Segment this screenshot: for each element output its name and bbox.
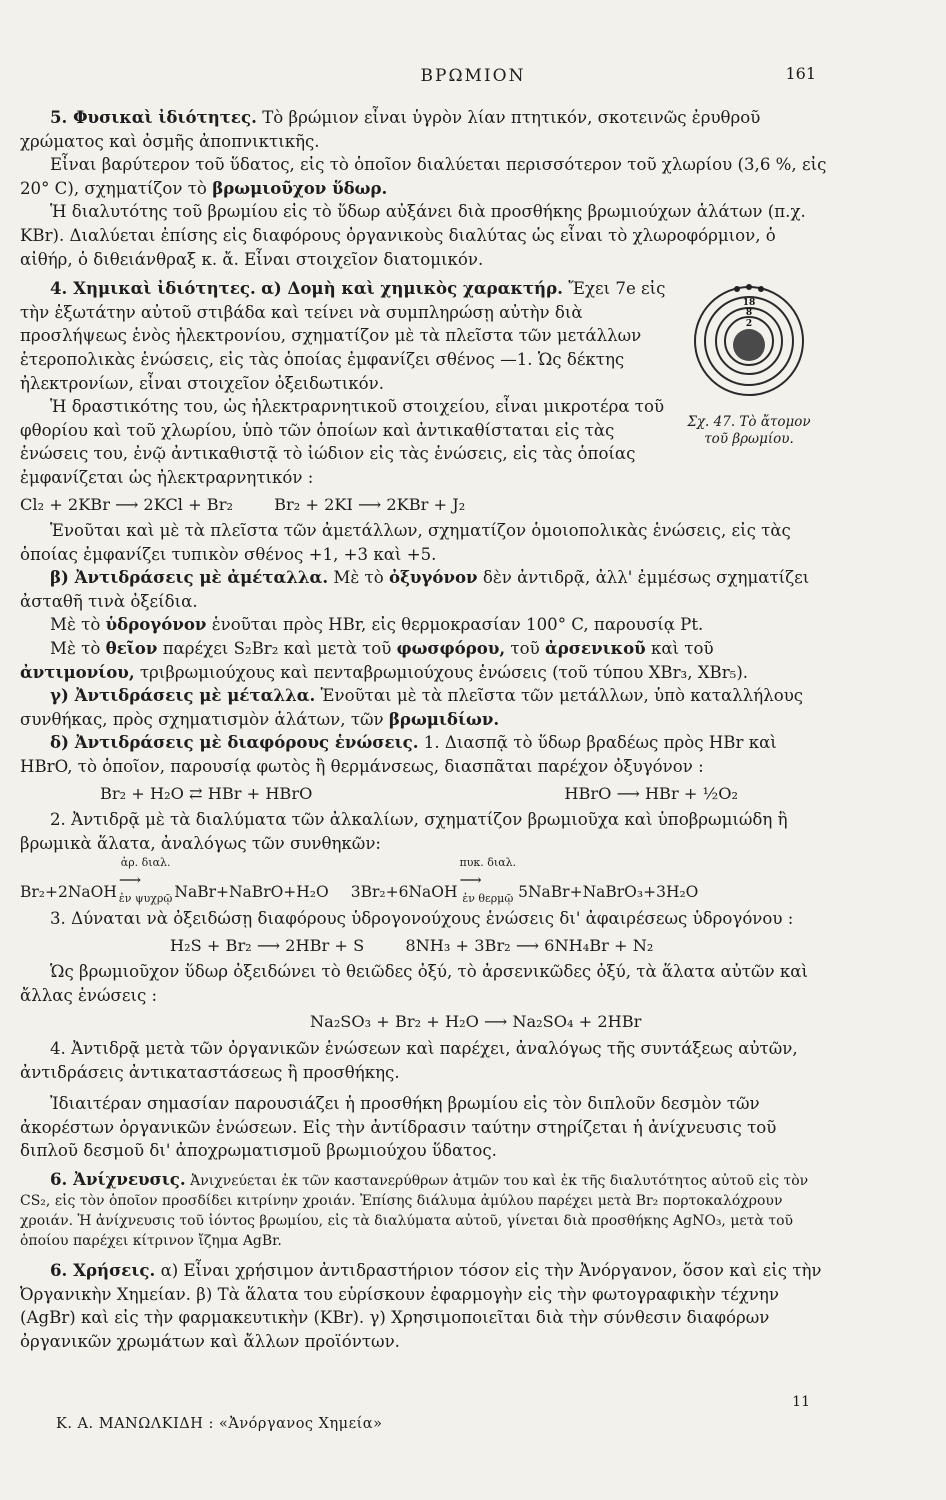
phosphorus-term: φωσφόρου, (396, 638, 506, 659)
hydrogen-paragraph (20, 613, 828, 637)
text: δὲν ἀντιδρᾷ, ἀλλ' ἐμμέσως σχηματίζει ἀσταθῆ τινὰ ὀξείδια. (20, 568, 810, 611)
running-header-title: ΒΡΩΜΙΟΝ (420, 66, 526, 86)
organic-paragraph: 4. Ἀντιδρᾷ μετὰ τῶν ὀργανικῶν ἑνώσεων καὶ παρέχει, ἀναλόγως τῆς συντάξεως αὐτῶν, ἀντιδράσεις ἀντικαταστάσεως ἢ προσθήκης. (20, 1038, 798, 1082)
reactions-nonmetals-heading: β) Ἀντιδράσεις μὲ ἀμέταλλα. (50, 567, 329, 588)
electron (746, 284, 752, 290)
equation-sulfite: Na₂SO₃ + Br₂ + H₂O ⟶ Na₂SO₄ + 2HBr (310, 1012, 642, 1032)
footer-author: Κ. Α. ΜΑΝΩΛΚΙΔΗ : «Ἀνόργανος Χημεία» (56, 1416, 383, 1432)
metals-paragraph (20, 684, 828, 731)
sulfur-phosphorus-paragraph (20, 637, 828, 684)
hydrogen-term: ὑδρογόνον (105, 614, 207, 635)
structure-text: Ἔχει 7e εἰς τὴν ἐξωτάτην αὐτοῦ στιβάδα καὶ τείνει νὰ συμπληρώσῃ αὐτὴν διὰ προσλήψεως ἑνὸς ἠλεκτρονίου, σχηματίζον μὲ τὰ πλεῖστα τῶν μετάλλων ἑτεροπολικὰς ἑνώσεις, εἰς τὰς ὁποίας ἐμφανίζει σθένος —1. Ὡς δέκτης ἠλεκτρονίων, εἶναι στοιχεῖον ὀξειδωτικόν. (20, 279, 666, 393)
double-bond-paragraph: Ἰδιαιτέραν σημασίαν παρουσιάζει ἡ προσθήκη βρωμίου εἰς τὸν διπλοῦν δεσμὸν τῶν ἀκορέστων ὀργανικῶν ἑνώσεων. Εἰς τὴν ἀντίδρασιν ταύτην στηρίζεται ἡ ἀνίχνευσις τοῦ διπλοῦ δεσμοῦ δι' ἀποχρωματισμοῦ βρωμιούχου ὕδατος. (20, 1094, 777, 1161)
detection-heading: 6. Ἀνίχνευσις. (50, 1168, 186, 1189)
reactivity-paragraph: Ἡ δραστικότης του, ὡς ἠλεκτραρνητικοῦ στοιχείου, εἶναι μικροτέρα τοῦ φθορίου καὶ τοῦ χλωρίου, ὑπὸ τῶν ὁποίων καὶ ἀντικαθίσταται εἰς τὰς ἑνώσεις του, ἐνῷ ἀντικαθιστᾷ τὸ ἰώδιον εἰς τὰς ἑνώσεις, εἰς τὰς ὁποίας ἐμφανίζεται ὡς ἠλεκτραρνητικόν : (20, 397, 665, 487)
equation-right: HBrO ⟶ HBr + ½O₂ (564, 783, 738, 803)
equation-left: Br₂ + H₂O ⇄ HBr + HBrO (100, 783, 313, 803)
arrow-icon: ⟶ (459, 871, 482, 890)
detection-paragraph (20, 1169, 828, 1251)
equation-reactants: 3Br₂+6NaOH (350, 883, 458, 902)
text: Ἑνοῦται μὲ τὰ πλεῖστα τῶν μετάλλων, ὑπὸ καταλλήλους συνθήκας, πρὸς σχηματισμὸν ἁλάτων, τῶν (20, 686, 804, 729)
figure-caption (670, 414, 828, 448)
uses-paragraph (20, 1259, 828, 1353)
arsenic-term: ἀρσενικοῦ (544, 638, 646, 659)
reactions-compounds-heading: δ) Ἀντιδράσεις μὲ διαφόρους ἑνώσεις. (50, 732, 419, 753)
equation-products: 5NaBr+NaBrO₃+3H₂O (518, 883, 699, 902)
structure-subheading: α) Δομὴ καὶ χημικὸς χαρακτήρ. (261, 278, 563, 299)
sheet-number: 11 (792, 1394, 810, 1410)
equation-products: NaBr+NaBrO+H₂O (174, 883, 329, 902)
electron (734, 286, 740, 292)
arrow-condition-bottom: ἐν ψυχρῷ (118, 892, 173, 905)
text: παρέχει S₂Br₂ καὶ μετὰ τοῦ (162, 639, 392, 659)
physical-intro: Τὸ βρώμιον εἶναι ὑγρὸν λίαν πτητικόν, σκοτεινῶς ἐρυθροῦ χρώματος καὶ ὀσμῆς ἀποπνικτικῆς. (20, 108, 761, 151)
arrow-condition-top: ἀρ. διαλ. (120, 856, 171, 870)
text: τριβρωμιούχους καὶ πενταβρωμιούχους ἑνώσεις (τοῦ τύπου XBr₃, XBr₅). (139, 662, 749, 682)
structure-paragraph (20, 277, 670, 395)
antimony-term: ἀντιμονίου, (20, 661, 135, 682)
oxidation-paragraph: 3. Δύναται νὰ ὀξειδώσῃ διαφόρους ὑδρογονούχους ἑνώσεις δι' ἀφαιρέσεως ὑδρογόνου : (50, 909, 794, 928)
equation-water-decomposition (20, 782, 828, 806)
detection-text: Ἀνιχνεύεται ἐκ τῶν καστανερύθρων ἀτμῶν του καὶ ἐκ τῆς διαλυτότητος αὐτοῦ εἰς τὸν CS₂, εἰς τὸν ὁποῖον προσδίδει κιτρίνην χροιάν. Ἐπίσης διάλυμα ἀμύλου παρέχει μετὰ Br₂ πορτοκαλόχρουν χροιάν. Ἡ ἀνίχνευσις τοῦ ἰόντος βρωμίου, εἰς τὰ διαλύματα αὐτοῦ, γίνεται διὰ προσθήκης AgNO₃, μετὰ τοῦ ὁποίου παρέχει κίτρινον ἴζημα AgBr. (20, 1172, 809, 1249)
solubility-text: Εἶναι βαρύτερον τοῦ ὕδατος, εἰς τὸ ὁποῖον διαλύεται περισσότερον τοῦ χλωρίου (3,6 %, εἰς 20° C), σχηματίζον τὸ (20, 155, 827, 198)
nonmetals-paragraph: Ἑνοῦται καὶ μὲ τὰ πλεῖστα τῶν ἀμετάλλων, σχηματίζον ὁμοιοπολικὰς ἑνώσεις, εἰς τὰς ὁποίας ἐμφανίζει τυπικὸν σθένος +1, +3 καὶ +5. (20, 521, 791, 564)
sulfur-term: θεῖον (105, 638, 158, 659)
reactions-nonmetals-paragraph (20, 566, 828, 613)
arrow-condition-top: πυκ. διαλ. (459, 856, 517, 870)
bromides-term: βρωμιδίων. (388, 708, 500, 729)
physical-properties-heading: 5. Φυσικαὶ ἰδιότητες. (50, 107, 257, 127)
equation-reactants: Br₂+2NaOH (20, 883, 117, 902)
atom-diagram (689, 281, 809, 401)
shell-label-8: 8 (745, 308, 753, 319)
oxygen-term: ὀξυγόνον (389, 567, 478, 588)
figure-caption-line-1: Σχ. 47. Τὸ ἄτομον (687, 413, 811, 430)
text: Μὲ τὸ (333, 568, 384, 588)
bromine-atom-figure (670, 277, 828, 489)
equation-oxidation: H₂S + Br₂ ⟶ 2HBr + S 8NH₃ + 3Br₂ ⟶ 6NH₄Br + N₂ (170, 935, 654, 955)
chemical-properties-block (20, 277, 828, 489)
chemical-properties-heading: 4. Χημικαὶ ἰδιότητες. (50, 278, 256, 299)
chemical-properties-text (20, 277, 670, 489)
equation-halogen-displacement: Cl₂ + 2KBr ⟶ 2KCl + Br₂ Br₂ + 2KI ⟶ 2KBr + J₂ (20, 494, 466, 514)
text: 1. Διασπᾷ τὸ ὕδωρ βραδέως πρὸς HBr καὶ HBrO, τὸ ὁποῖον, παρουσίᾳ φωτὸς ἢ θερμάνσεως, διασπᾶται παρέχον ὀξυγόνον : (20, 733, 777, 777)
uses-text: α) Εἶναι χρήσιμον ἀντιδραστήριον τόσον εἰς τὴν Ἀνόργανον, ὅσον καὶ εἰς τὴν Ὀργανικὴν Χημείαν. β) Τὰ ἅλατα του εὑρίσκουν ἐφαρμογὴν εἰς τὴν φωτογραφικὴν τέχνην (AgBr) καὶ εἰς τὴν φαρμακευτικὴν (KBr). γ) Χρησιμοποιεῖται διὰ τὴν σύνθεσιν διαφόρων ὀργανικῶν χρωμάτων καὶ ἄλλων προϊόντων. (20, 1260, 822, 1351)
text: ἑνοῦται πρὸς HBr, εἰς θερμοκρασίαν 100° C, παρουσίᾳ Pt. (211, 615, 704, 635)
text: Μὲ τὸ (50, 615, 101, 635)
shell-label-2: 2 (745, 319, 753, 330)
arrow-condition-bottom: ἐν θερμῷ (462, 892, 514, 905)
bromine-water-term: βρωμιοῦχον ὕδωρ. (212, 177, 388, 198)
equation-alkali (20, 857, 828, 905)
body-text (20, 106, 828, 1353)
page-number: 161 (785, 64, 816, 83)
figure-caption-line-2: τοῦ βρωμίου. (704, 430, 794, 447)
uses-heading: 6. Χρήσεις. (50, 1259, 156, 1280)
bromine-water-paragraph: Ὡς βρωμιοῦχον ὕδωρ ὀξειδώνει τὸ θειῶδες ὀξύ, τὸ ἀρσενικῶδες ὀξύ, τὰ ἅλατα αὐτῶν καὶ ἄλλας ἑνώσεις : (20, 962, 808, 1005)
reaction-arrow (119, 857, 173, 905)
reactions-metals-heading: γ) Ἀντιδράσεις μὲ μέταλλα. (50, 685, 316, 706)
solvents-paragraph: Ἡ διαλυτότης τοῦ βρωμίου εἰς τὸ ὕδωρ αὐξάνει διὰ προσθήκης βρωμιούχων ἁλάτων (π.χ. KBr). Διαλύεται ἐπίσης εἰς διαφόρους ὀργανικοὺς διαλύτας ὡς εἶναι τὸ χλωροφόρμιον, ὁ αἰθήρ, ὁ διθειάνθραξ κ. ἄ. Εἶναι στοιχεῖον διατομικόν. (20, 202, 806, 269)
alkali-paragraph: 2. Ἀντιδρᾷ μὲ τὰ διαλύματα τῶν ἀλκαλίων, σχηματίζον βρωμιοῦχα καὶ ὑποβρωμιώδη ἢ βρωμικὰ ἅλατα, ἀναλόγως τῶν συνθηκῶν: (20, 810, 788, 853)
arrow-icon: ⟶ (118, 871, 142, 890)
compounds-paragraph (20, 731, 828, 778)
nucleus (733, 329, 765, 361)
reaction-arrow (460, 857, 517, 905)
text: Μὲ τὸ (50, 639, 101, 659)
text: τοῦ (510, 639, 540, 659)
electron (758, 286, 764, 292)
shell-label-18: 18 (742, 298, 756, 309)
solubility-paragraph (20, 153, 828, 200)
physical-properties-paragraph (20, 106, 828, 153)
text: καὶ τοῦ (650, 639, 714, 659)
